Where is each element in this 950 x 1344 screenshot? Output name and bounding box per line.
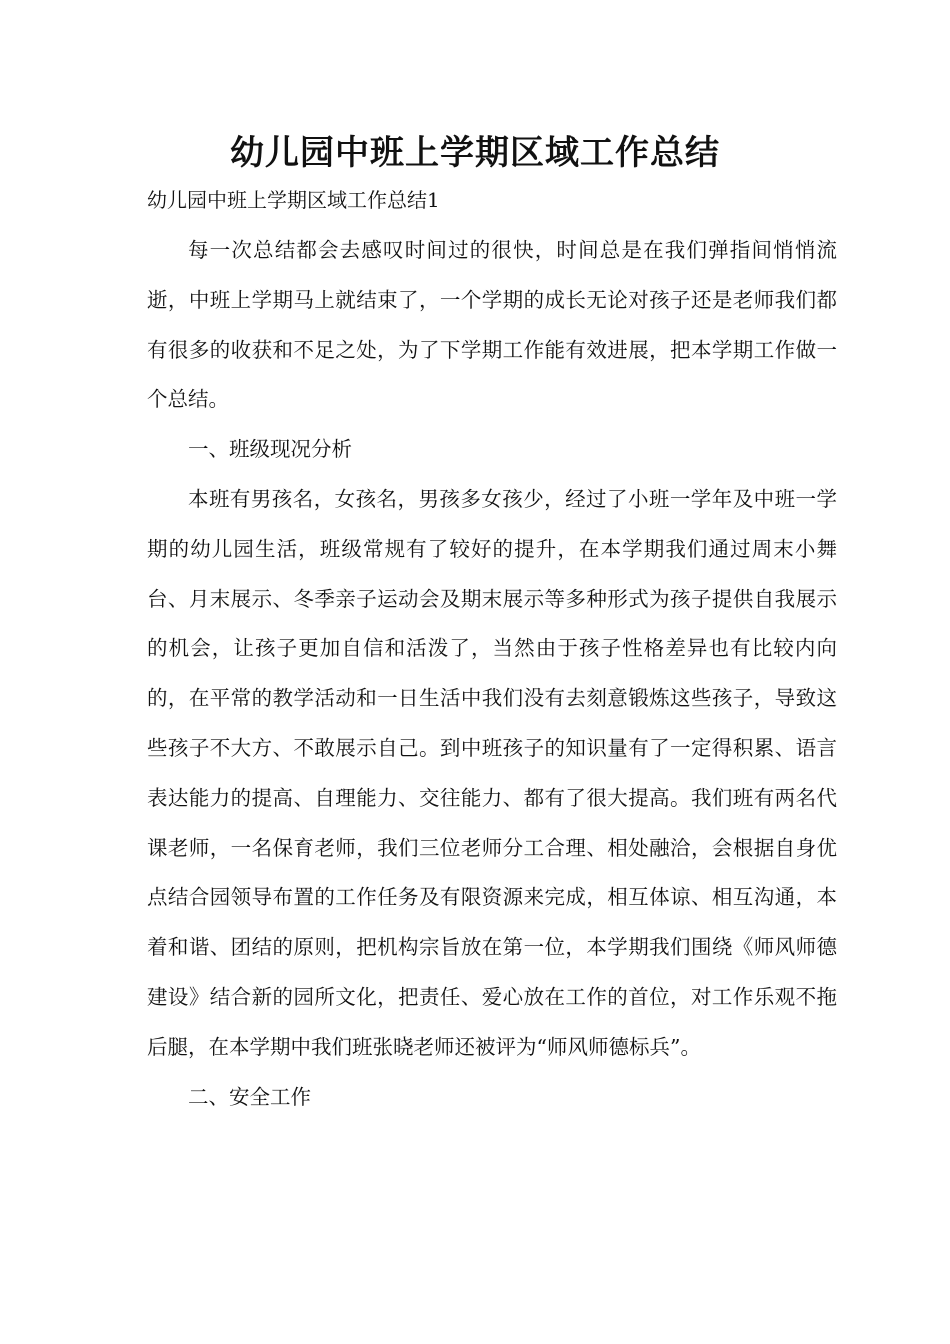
section-heading-class-analysis: 一、班级现况分析 bbox=[188, 437, 352, 462]
section-heading-safety: 二、安全工作 bbox=[188, 1084, 311, 1109]
intro-paragraph: 每一次总结都会去感叹时间过的很快，时间总是在我们弹指间悄悄流逝，中班上学期马上就结束了，一个学期的成长无论对孩子还是老师我们都有很多的收获和不足之处，为了下学期工作能有效进展，把本学期工作做一个总结。 bbox=[147, 238, 837, 412]
document-body bbox=[147, 226, 837, 1122]
document-title: 幼儿园中班上学期区域工作总结 bbox=[230, 133, 720, 173]
document-subtitle: 幼儿园中班上学期区域工作总结1 bbox=[147, 188, 440, 212]
class-analysis-paragraph: 本班有男孩名，女孩名，男孩多女孩少，经过了小班一学年及中班一学期的幼儿园生活，班级常规有了较好的提升，在本学期我们通过周末小舞台、月末展示、冬季亲子运动会及期末展示等多种形式为孩子提供自我展示的机会，让孩子更加自信和活泼了，当然由于孩子性格差异也有比较内向的，在平常的教学活动和一日生活中我们没有去刻意锻炼这些孩子，导致这些孩子不大方、不敢展示自己。到中班孩子的知识量有了一定得积累、语言表达能力的提高、自理能力、交往能力、都有了很大提高。我们班有两名代课老师，一名保育老师，我们三位老师分工合理、相处融洽，会根据自身优点结合园领导布置的工作任务及有限资源来完成，相互体谅、相互沟通，本着和谐、团结的原则，把机构宗旨放在第一位，本学期我们围绕《师风师德建设》结合新的园所文化，把责任、爱心放在工作的首位，对工作乐观不拖后腿，在本学期中我们班张晓老师还被评为“师风师德标兵”。 bbox=[147, 486, 837, 1059]
